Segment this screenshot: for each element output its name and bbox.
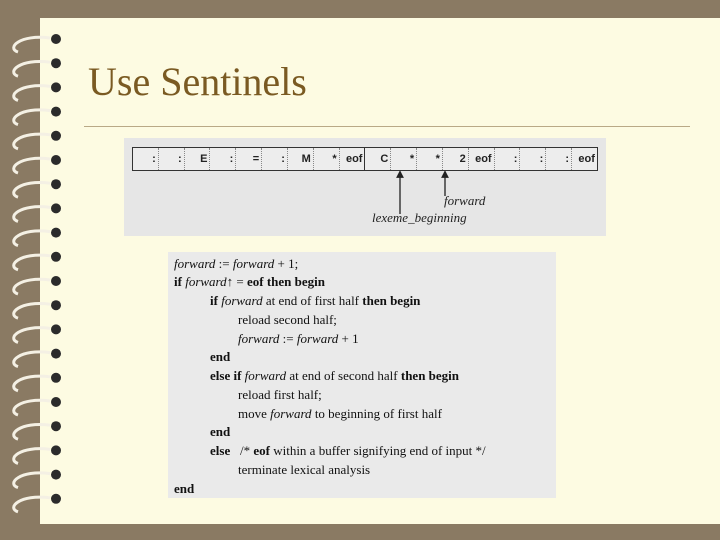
spiral-hole bbox=[51, 252, 61, 262]
buffer-cell-sentinel: eof bbox=[578, 153, 595, 165]
spiral-coil bbox=[14, 449, 50, 464]
code-line-2: if forward↑ = eof then begin bbox=[174, 274, 325, 289]
slide-title: Use Sentinels bbox=[88, 59, 307, 104]
spiral-hole bbox=[51, 179, 61, 189]
spiral-coil bbox=[14, 473, 50, 488]
buffer-cell-sentinel: eof bbox=[469, 148, 495, 170]
spiral-hole bbox=[51, 276, 61, 286]
buffer-cell: C bbox=[365, 148, 391, 170]
title-divider bbox=[84, 126, 690, 127]
buffer-cell: * bbox=[314, 148, 340, 170]
spiral-hole bbox=[51, 349, 61, 359]
code-line-11: else /* eof within a buffer signifying end of input */ bbox=[210, 443, 486, 458]
buffer-cell: : bbox=[262, 148, 288, 170]
code-line-9: move forward to beginning of first half bbox=[238, 406, 442, 421]
buffer-cell: : bbox=[210, 148, 236, 170]
spiral-coil bbox=[14, 352, 50, 367]
spiral-coil bbox=[14, 376, 50, 391]
pointer-arrows bbox=[124, 138, 606, 236]
buffer-diagram bbox=[124, 138, 606, 236]
buffer-cell: * bbox=[417, 148, 443, 170]
spiral-binding bbox=[0, 0, 80, 540]
spiral-hole bbox=[51, 373, 61, 383]
spiral-hole bbox=[51, 131, 61, 141]
spiral-hole bbox=[51, 324, 61, 334]
spiral-coil bbox=[14, 37, 50, 52]
buffer-cell: E bbox=[185, 148, 211, 170]
spiral-hole bbox=[51, 34, 61, 44]
spiral-hole bbox=[51, 300, 61, 310]
buffer-cell: : bbox=[159, 148, 185, 170]
spiral-hole bbox=[51, 203, 61, 213]
spiral-hole bbox=[51, 155, 61, 165]
lexeme-beginning-label: lexeme_beginning bbox=[372, 210, 467, 225]
spiral-coil bbox=[14, 110, 50, 125]
code-line-4: reload second half; bbox=[238, 312, 337, 327]
buffer-cell: : bbox=[520, 148, 546, 170]
spiral-coil bbox=[14, 61, 50, 76]
spiral-coil bbox=[14, 86, 50, 101]
code-line-1: forward := forward + 1; bbox=[174, 256, 299, 271]
spiral-coil bbox=[14, 497, 50, 512]
spiral-hole bbox=[51, 397, 61, 407]
spiral-coil bbox=[14, 400, 50, 415]
code-line-10: end bbox=[210, 424, 231, 439]
spiral-coil bbox=[14, 328, 50, 343]
spiral-hole bbox=[51, 494, 61, 504]
spiral-coil bbox=[14, 182, 50, 197]
buffer-cell: : bbox=[133, 148, 159, 170]
forward-label: forward bbox=[444, 193, 486, 208]
spiral-hole bbox=[51, 421, 61, 431]
spiral-coil bbox=[14, 424, 50, 439]
code-line-5: forward := forward + 1 bbox=[238, 331, 359, 346]
spiral-hole bbox=[51, 58, 61, 68]
code-line-6: end bbox=[210, 349, 231, 364]
code-line-3: if forward at end of first half then begin bbox=[210, 293, 421, 308]
code-line-8: reload first half; bbox=[238, 387, 322, 402]
code-line-12: terminate lexical analysis bbox=[238, 462, 371, 477]
buffer-cell: * bbox=[391, 148, 417, 170]
buffer-cell: 2 bbox=[443, 148, 469, 170]
buffer-cell: M bbox=[288, 148, 314, 170]
spiral-hole bbox=[51, 445, 61, 455]
spiral-coil bbox=[14, 303, 50, 318]
spiral-coil bbox=[14, 255, 50, 270]
buffer-cell: : bbox=[495, 148, 521, 170]
spiral-coil bbox=[14, 207, 50, 222]
spiral-coil bbox=[14, 279, 50, 294]
code-listing bbox=[168, 252, 556, 498]
spiral-hole bbox=[51, 228, 61, 238]
spiral-hole bbox=[51, 82, 61, 92]
code-line-7: else if forward at end of second half then begin bbox=[210, 368, 460, 383]
spiral-coil bbox=[14, 134, 50, 149]
spiral-hole bbox=[51, 107, 61, 117]
buffer-cell: = bbox=[236, 148, 262, 170]
spiral-hole bbox=[51, 470, 61, 480]
buffer-cell: : bbox=[546, 148, 572, 170]
buffer-cell-sentinel: eof bbox=[340, 148, 366, 170]
spiral-coil bbox=[14, 158, 50, 173]
code-line-13: end bbox=[174, 481, 195, 496]
spiral-coil bbox=[14, 231, 50, 246]
